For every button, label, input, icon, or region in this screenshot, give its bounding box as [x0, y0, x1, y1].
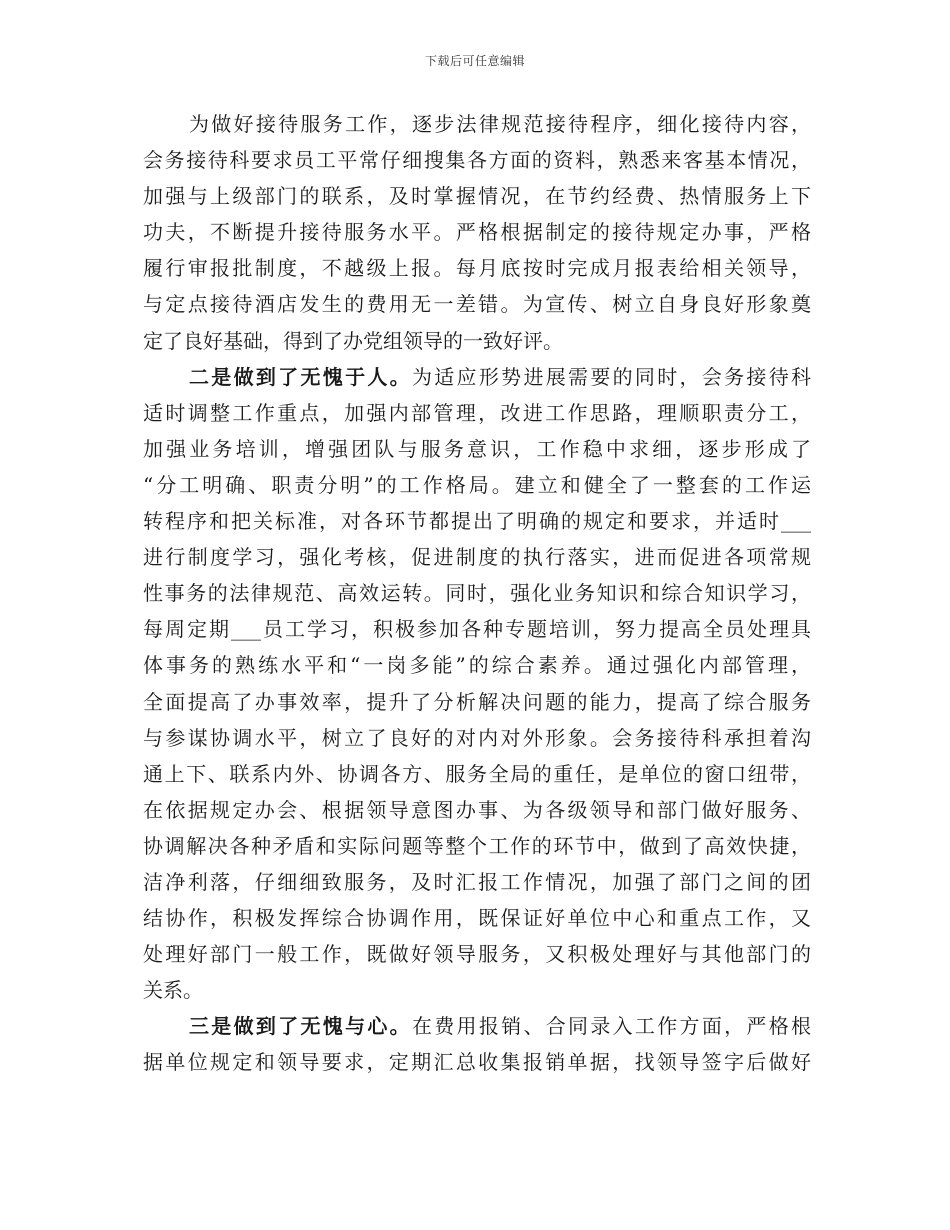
- text-line: 为做好接待服务工作，逐步法律规范接待程序，细化接待内容，: [189, 112, 811, 136]
- text-run: 为适应形势进展需要的同时，会务接待科: [411, 364, 812, 389]
- text-line: 关系。: [143, 978, 203, 1003]
- text-line: 与定点接待酒店发生的费用无一差错。为宣传、树立自身良好形象奠: [143, 292, 811, 317]
- text-line: 处理好部门一般工作，既做好领导服务，又积极处理好与其他部门的: [143, 942, 811, 967]
- paragraph-3: [143, 1008, 811, 1080]
- text-line: 协调解决各种矛盾和实际问题等整个工作的环节中，做到了高效快捷，: [143, 833, 811, 858]
- text-line: 在依据规定办会、根据领导意图办事、为各级领导和部门做好服务、: [143, 797, 811, 822]
- text-line: 全面提高了办事效率，提升了分析解决问题的能力，提高了综合服务: [143, 689, 811, 714]
- paragraph-lead-heading: 三是做到了无愧与心。: [189, 1014, 412, 1039]
- page-header: 下载后可任意编辑: [424, 54, 525, 68]
- text-line: 据单位规定和领导要求，定期汇总收集报销单据，找领导签字后做好: [143, 1050, 811, 1075]
- text-run: 在费用报销、合同录入工作方面，严格根: [411, 1014, 812, 1039]
- paragraph-lead-heading: 二是做到了无愧于人。: [189, 364, 412, 389]
- text-line: 结协作，积极发挥综合协调作用，既保证好单位中心和重点工作，又: [143, 906, 811, 931]
- text-line: 性事务的法律规范、高效运转。同时，强化业务知识和综合知识学习，: [143, 581, 811, 606]
- text-line: 每周定期___员工学习，积极参加各种专题培训，努力提高全员处理具: [143, 617, 811, 642]
- text-line: 功夫，不断提升接待服务水平。严格根据制定的接待规定办事，严格: [143, 220, 811, 245]
- text-line: [143, 1008, 811, 1044]
- text-line: 履行审报批制度，不越级上报。每月底按时完成月报表给相关领导，: [143, 256, 811, 281]
- text-line: 通上下、联系内外、协调各方、服务全局的重任，是单位的窗口纽带，: [143, 761, 811, 786]
- text-line: 洁净利落，仔细细致服务，及时汇报工作情况，加强了部门之间的团: [143, 869, 811, 894]
- text-line: [143, 359, 811, 395]
- text-line: 体事务的熟练水平和“一岗多能”的综合素养。通过强化内部管理，: [143, 653, 811, 678]
- paragraph-2: [143, 359, 811, 1009]
- text-line: “分工明确、职责分明”的工作格局。建立和健全了一整套的工作运: [143, 472, 811, 497]
- document-body: [143, 106, 811, 1081]
- text-line: 转程序和把关标准，对各环节都提出了明确的规定和要求，并适时___: [143, 509, 811, 534]
- text-line: 与参谋协调水平，树立了良好的对内对外形象。会务接待科承担着沟: [143, 725, 811, 750]
- text-line: 加强业务培训，增强团队与服务意识，工作稳中求细，逐步形成了: [143, 436, 811, 461]
- paragraph-1: [143, 106, 811, 359]
- text-line: 定了良好基础，得到了办党组领导的一致好评。: [143, 328, 563, 353]
- text-line: 会务接待科要求员工平常仔细搜集各方面的资料，熟悉来客基本情况，: [143, 148, 811, 173]
- text-line: 加强与上级部门的联系，及时掌握情况，在节约经费、热情服务上下: [143, 184, 811, 209]
- text-line: 适时调整工作重点，加强内部管理，改进工作思路，理顺职责分工，: [143, 400, 811, 425]
- text-line: 进行制度学习，强化考核，促进制度的执行落实，进而促进各项常规: [143, 545, 811, 570]
